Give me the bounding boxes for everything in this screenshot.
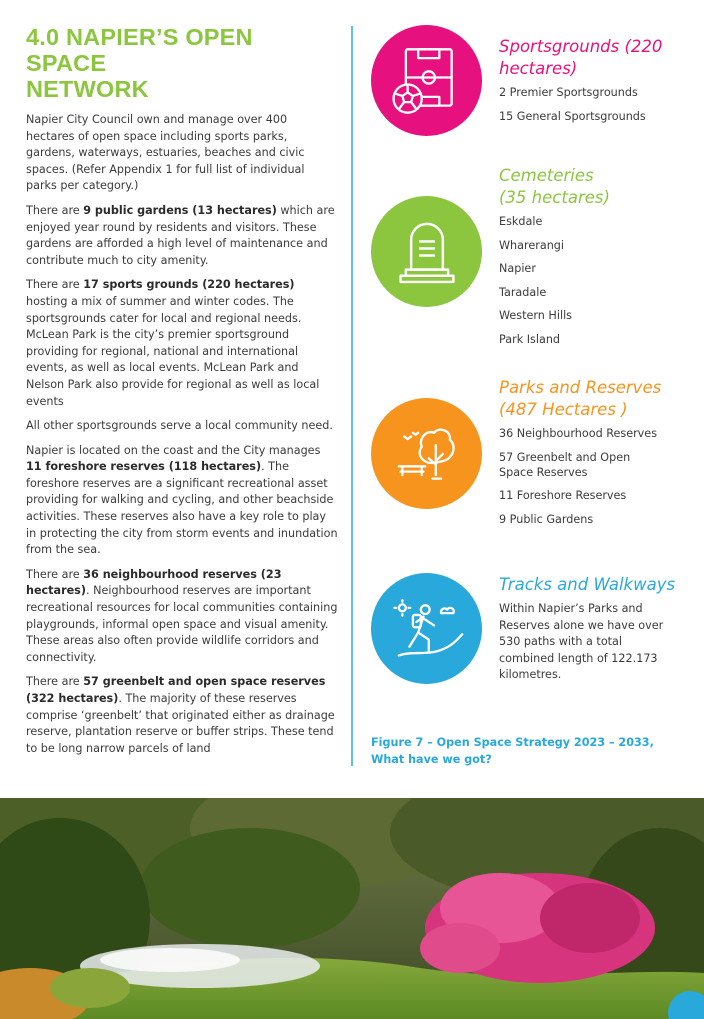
paragraph-text: Napier is located on the coast and the City manages <box>26 443 321 457</box>
paragraph-gardens <box>26 203 338 269</box>
cemetery-item: Wharerangi <box>499 238 564 252</box>
paragraph-bold: 9 public gardens (13 hectares) <box>83 203 277 217</box>
title-line: hectares) <box>499 59 578 78</box>
paragraph-text: There are <box>26 567 84 581</box>
cemeteries-title <box>499 165 689 209</box>
headstone-icon <box>371 196 482 307</box>
caption-line: Figure 7 – Open Space Strategy 2023 – 2033, <box>371 736 654 749</box>
sportsgrounds-title <box>499 36 689 80</box>
paragraph-greenbelt <box>26 674 338 757</box>
section-title-line1: 4.0 NAPIER’S OPEN SPACE <box>26 24 253 76</box>
title-line: (487 Hectares ) <box>499 400 628 419</box>
section-title <box>26 24 338 102</box>
section-title-line2: NETWORK <box>26 76 149 102</box>
tree-bench-icon <box>371 398 482 509</box>
paragraph-text: All other sportsgrounds serve a local community need. <box>26 419 333 433</box>
parks-item: 11 Foreshore Reserves <box>499 489 627 502</box>
parks-item: 57 Greenbelt and Open Space Reserves <box>499 450 631 479</box>
caption-line: What have we got? <box>371 752 492 766</box>
tracks-block <box>499 574 689 684</box>
cemetery-item: Western Hills <box>499 309 573 322</box>
paragraph-intro <box>26 112 338 195</box>
cemetery-item: Eskdale <box>499 215 543 228</box>
hiker-icon <box>371 573 482 684</box>
parks-item: 36 Neighbourhood Reserves <box>499 427 658 440</box>
paragraph-local-sportsgrounds <box>26 418 338 435</box>
parks-block <box>499 377 689 535</box>
sportsgrounds-item: 2 Premier Sportsgrounds <box>499 86 638 99</box>
paragraph-bold: 11 foreshore reserves (118 hectares) <box>26 460 262 474</box>
title-line: Cemeteries <box>499 166 594 185</box>
tracks-title: Tracks and Walkways <box>499 575 676 594</box>
paragraph-text: Napier City Council own and manage over 400 hectares of open space including sports parks, gardens, waterways, estuaries, beaches and civic spaces. (Refer Appendix 1 for full list of individual parks per category.) <box>26 113 305 193</box>
paragraph-text: hosting a mix of summer and winter codes. The sportsgrounds cater for local and regional needs. McLean Park is the city’s premier sportsground providing for regional, national and international events, as well as local events. McLean Park and Nelson Park also provide for regional as well as local events <box>26 294 320 408</box>
paragraph-neighbourhood <box>26 567 338 667</box>
title-line: Parks and Reserves <box>499 378 662 397</box>
title-line: Sportsgrounds (220 <box>499 37 663 56</box>
parks-item: 9 Public Gardens <box>499 512 594 526</box>
paragraph-foreshore <box>26 443 338 559</box>
garden-photo <box>0 798 704 1019</box>
paragraph-bold: 57 greenbelt and open space reserves (322 hectares) <box>26 675 326 705</box>
cemetery-item: Taradale <box>499 285 547 299</box>
paragraph-text: . The foreshore reserves are a significant recreational asset providing for walking and cycling, and other beachside activities. These reserves also have a key role to play in protecting the city from storm events and inundation from the sea. <box>26 460 338 557</box>
tracks-description: Within Napier’s Parks and Reserves alone we have over 530 paths with a total combined length of 122.173 kilometres. <box>499 602 664 682</box>
cemeteries-block <box>499 165 689 355</box>
paragraph-text: There are <box>26 675 84 689</box>
sports-field-ball-icon <box>371 25 482 136</box>
paragraph-text: which are enjoyed year round by residents and visitors. These gardens are afforded a high level of maintenance and contribute much to city amenity. <box>26 203 335 267</box>
parks-title <box>499 377 689 421</box>
column-divider <box>351 26 353 766</box>
paragraph-text: There are <box>26 203 84 217</box>
paragraph-text: . Neighbourhood reserves are important recreational resources for local communities containing playgrounds, informal open space and visual amenity. These areas also often provide wildlife corridors and connectivity. <box>26 584 338 664</box>
figure-caption <box>371 735 671 768</box>
paragraph-text: . The majority of these reserves comprise ‘greenbelt’ that originated either as drainage reserve, plantation reserve or buffer strips. These tend to be long narrow parcels of land <box>26 692 335 755</box>
paragraph-bold: 36 neighbourhood reserves (23 hectares) <box>26 567 282 598</box>
left-column <box>26 24 338 765</box>
paragraph-text: There are <box>26 278 84 292</box>
sportsgrounds-item: 15 General Sportsgrounds <box>499 109 646 123</box>
paragraph-bold: 17 sports grounds (220 hectares) <box>83 278 295 292</box>
cemetery-item: Napier <box>499 262 536 275</box>
title-line: (35 hectares) <box>499 188 610 207</box>
sportsgrounds-block <box>499 36 689 132</box>
paragraph-sportsgrounds <box>26 277 338 410</box>
cemetery-item: Park Island <box>499 332 561 346</box>
